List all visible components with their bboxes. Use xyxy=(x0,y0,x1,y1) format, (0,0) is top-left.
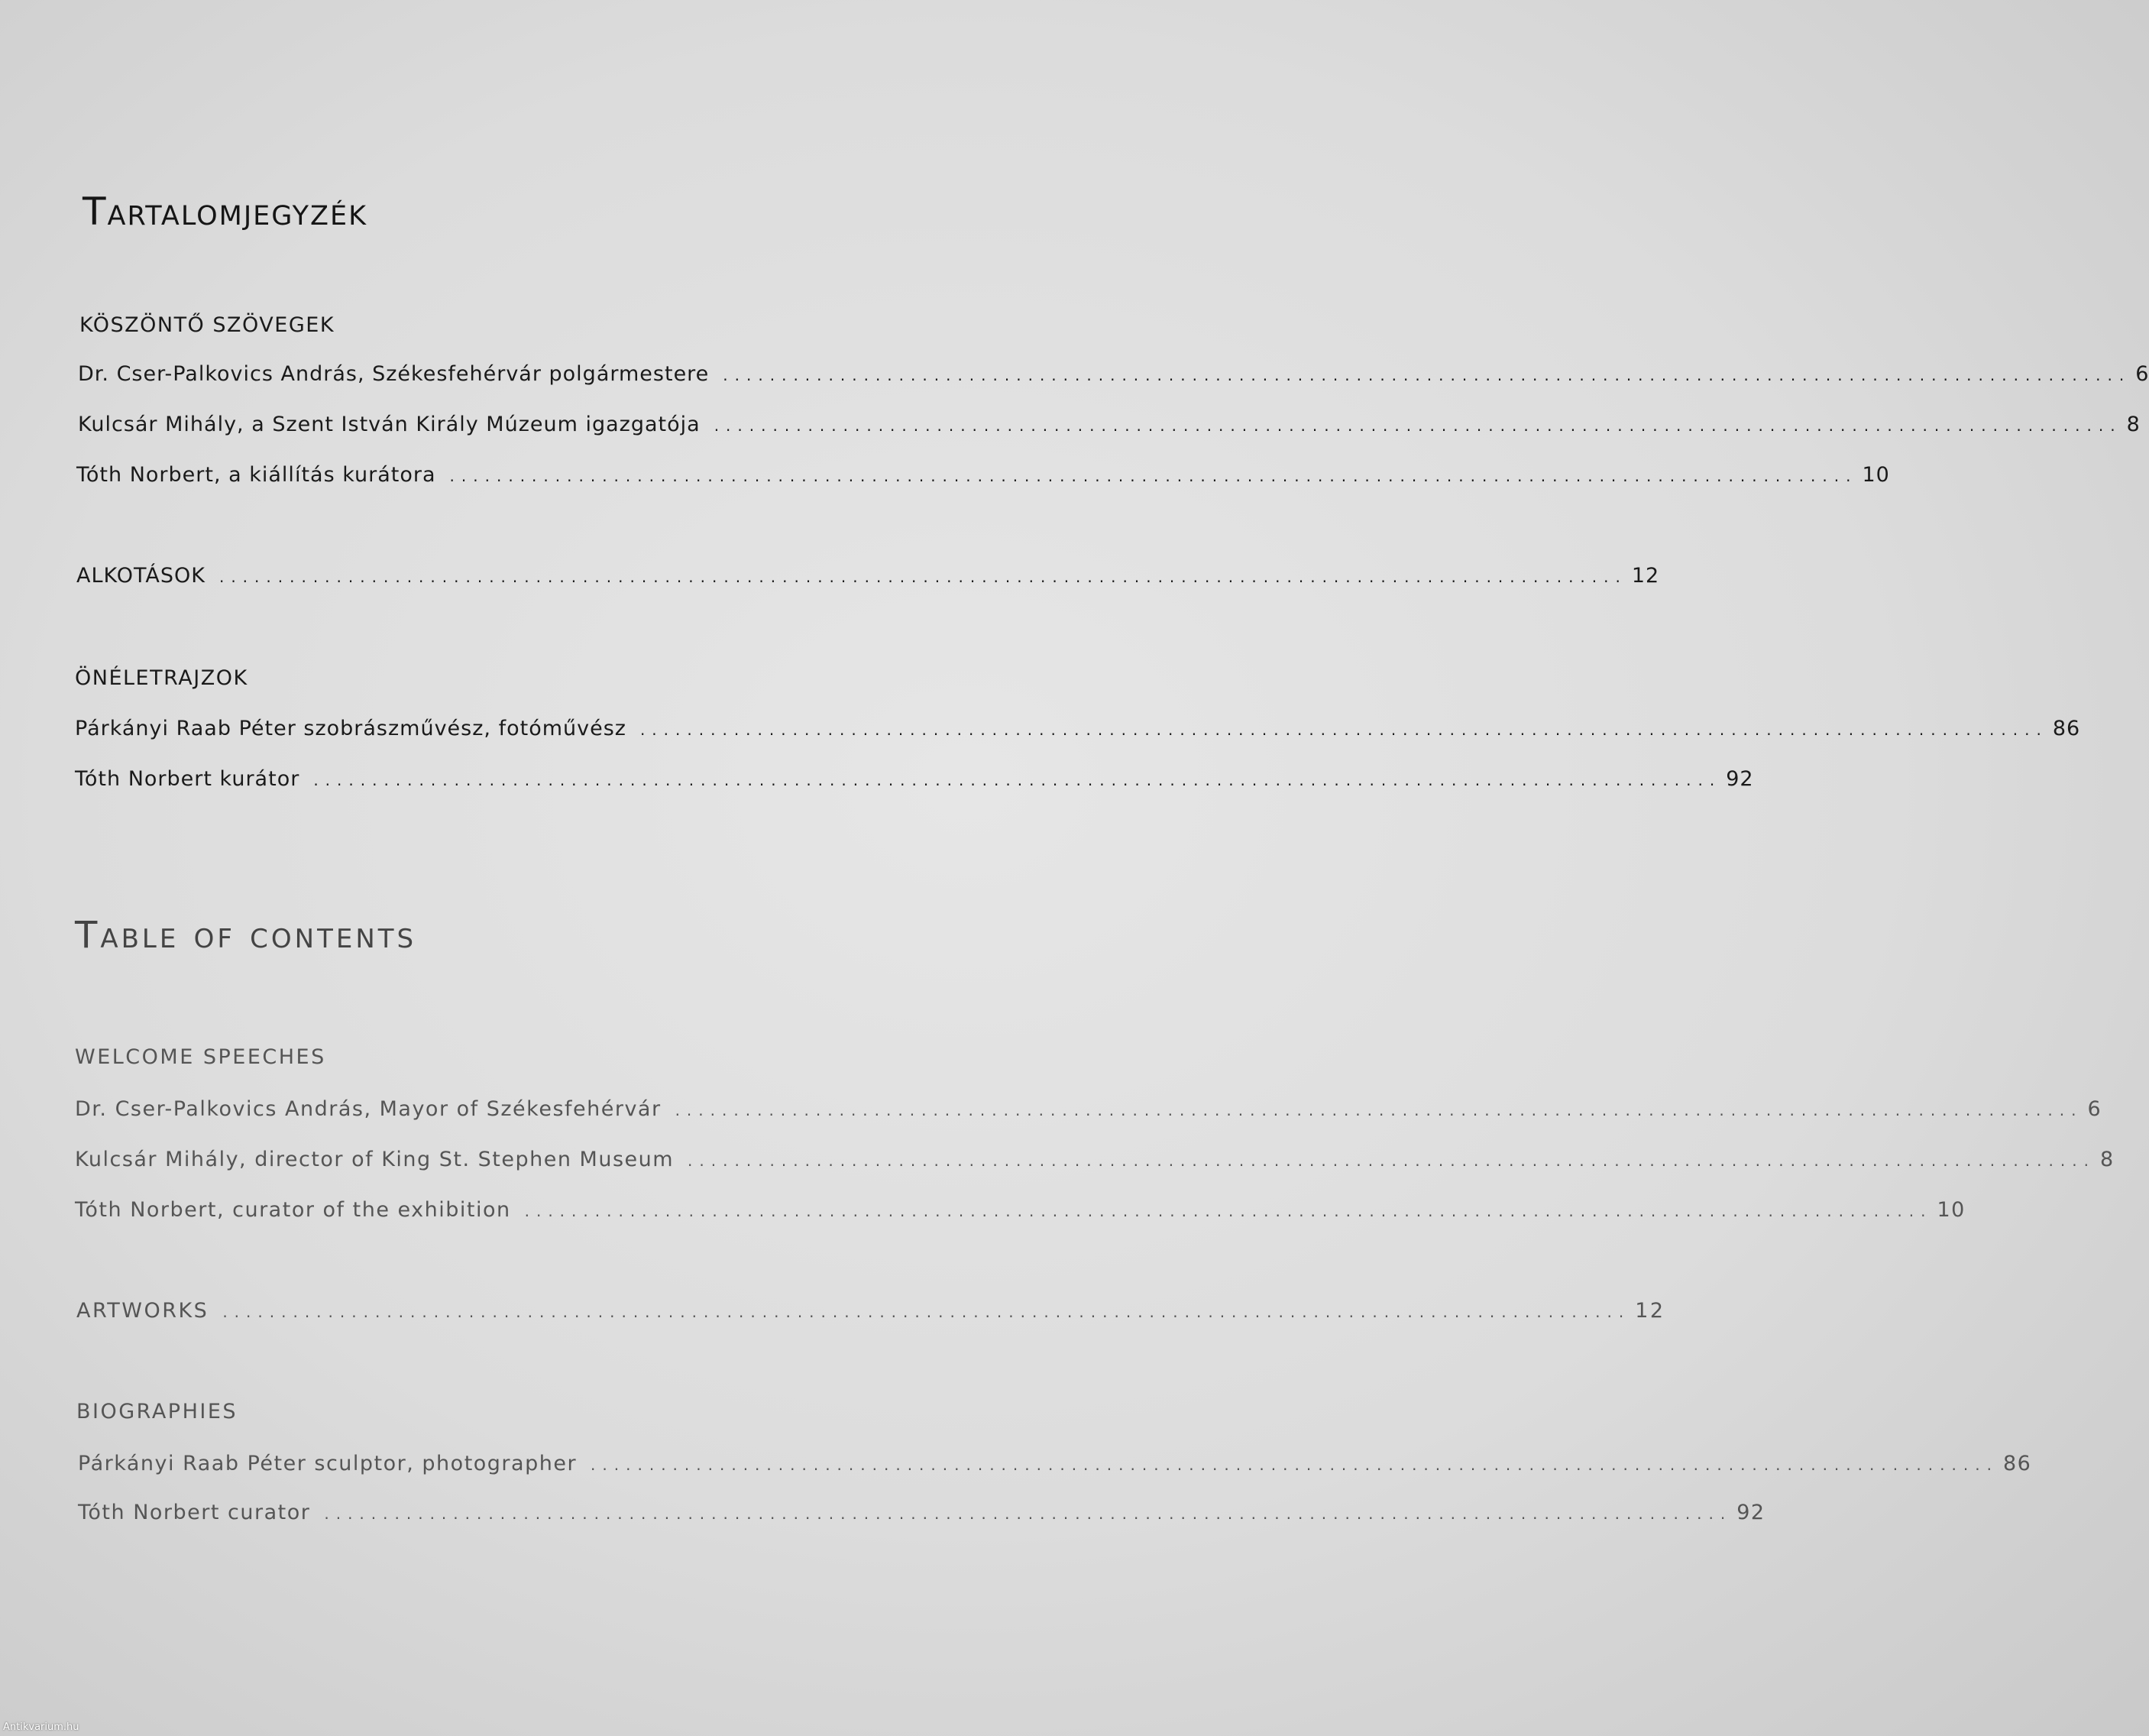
toc-entry-page: 8 xyxy=(2099,1148,2115,1171)
leader-dots: ........................................................................................................................ xyxy=(218,568,1627,586)
toc-entry-page: 92 xyxy=(1736,1501,1765,1524)
toc-entry[interactable] xyxy=(75,1198,1966,1222)
leader-dots: ........................................................................................................................ xyxy=(714,416,2122,435)
toc-entry-page: 86 xyxy=(2052,717,2081,740)
toc-entry-page: 92 xyxy=(1726,767,1754,791)
leader-dots: ........................................................................................................................ xyxy=(639,721,2048,739)
toc-entry-label: Tóth Norbert, a kiállítás kurátora xyxy=(76,463,436,487)
toc-section-entry-artworks-hu[interactable] xyxy=(76,564,1660,588)
toc-title-en: Table of contents xyxy=(75,914,417,957)
toc-entry-page: 86 xyxy=(2002,1452,2032,1475)
toc-entry-label: Párkányi Raab Péter szobrászművész, fotóművész xyxy=(75,717,626,740)
leader-dots: ........................................................................................................................ xyxy=(524,1202,1933,1220)
toc-entry-label: Dr. Cser-Palkovics András, Mayor of Székesfehérvár xyxy=(75,1097,662,1121)
toc-entry-page: 10 xyxy=(1937,1198,1966,1222)
toc-entry[interactable] xyxy=(78,1501,1765,1524)
leader-dots: ........................................................................................................................ xyxy=(675,1101,2083,1119)
toc-entry-page: 12 xyxy=(1635,1299,1665,1323)
toc-entry-label: Dr. Cser-Palkovics András, Székesfehérvár polgármestere xyxy=(78,362,710,386)
toc-entry-label: ARTWORKS xyxy=(76,1299,209,1323)
toc-entry-label: Tóth Norbert, curator of the exhibition xyxy=(75,1198,511,1222)
toc-entry[interactable] xyxy=(75,717,2081,740)
leader-dots: ........................................................................................................................ xyxy=(688,1151,2096,1170)
section-heading-biographies-en: BIOGRAPHIES xyxy=(76,1400,238,1423)
section-heading-biographies-hu: ÖNÉLETRAJZOK xyxy=(75,666,248,690)
toc-title-hu: Tartalomjegyzék xyxy=(83,189,368,234)
leader-dots: ........................................................................................................................ xyxy=(449,467,1858,485)
toc-entry-label: Tóth Norbert kurátor xyxy=(75,767,300,791)
toc-entry[interactable] xyxy=(78,1452,2032,1475)
watermark-text: Antikvarium.hu xyxy=(3,1721,79,1733)
toc-section-entry-artworks-en[interactable] xyxy=(76,1299,1665,1323)
toc-entry-label: ALKOTÁSOK xyxy=(76,564,206,588)
toc-entry[interactable] xyxy=(75,767,1754,791)
toc-entry[interactable] xyxy=(78,413,2141,436)
toc-entry-label: Párkányi Raab Péter sculptor, photographer xyxy=(78,1452,578,1475)
leader-dots: ........................................................................................................................ xyxy=(723,366,2131,384)
toc-entry-label: Kulcsár Mihály, a Szent István Király Múzeum igazgatója xyxy=(78,413,701,436)
section-heading-welcome-en: WELCOME SPEECHES xyxy=(75,1045,326,1069)
toc-entry[interactable] xyxy=(76,463,1890,487)
leader-dots: ........................................................................................................................ xyxy=(222,1303,1631,1321)
leader-dots: ........................................................................................................................ xyxy=(313,771,1722,789)
toc-entry-page: 10 xyxy=(1862,463,1890,487)
toc-entry-page: 12 xyxy=(1631,564,1660,588)
leader-dots: ........................................................................................................................ xyxy=(591,1456,1999,1474)
toc-entry-page: 6 xyxy=(2135,362,2149,386)
toc-entry-page: 6 xyxy=(2087,1097,2102,1121)
leader-dots: ........................................................................................................................ xyxy=(324,1504,1733,1523)
toc-entry[interactable] xyxy=(75,1097,2102,1121)
section-heading-welcome-hu: KÖSZÖNTŐ SZÖVEGEK xyxy=(79,313,335,337)
toc-entry-label: Kulcsár Mihály, director of King St. Stephen Museum xyxy=(75,1148,675,1171)
toc-entry-label: Tóth Norbert curator xyxy=(78,1501,311,1524)
toc-entry-page: 8 xyxy=(2126,413,2141,436)
toc-entry[interactable] xyxy=(75,1148,2115,1171)
toc-entry[interactable] xyxy=(78,362,2149,386)
